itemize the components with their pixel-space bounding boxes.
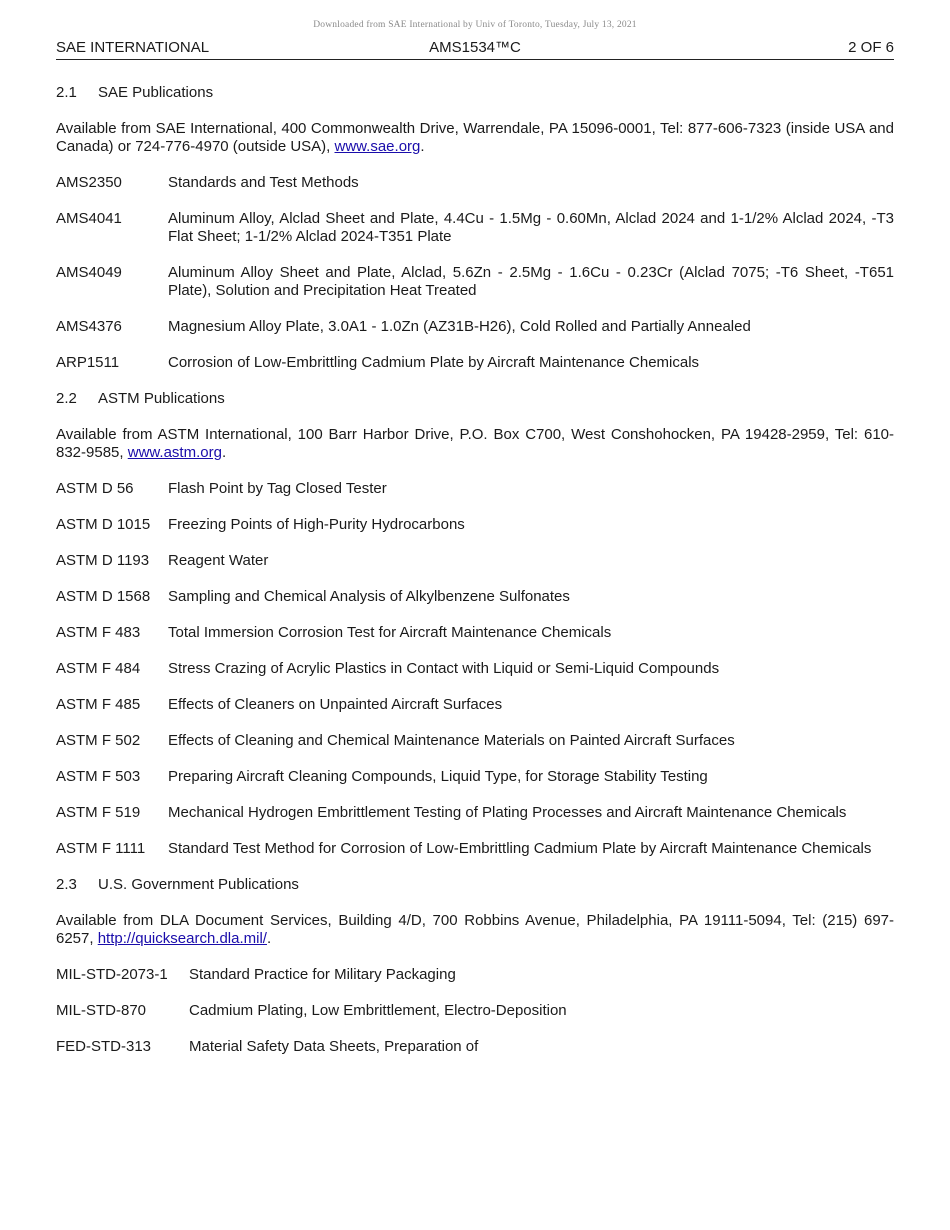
reference-code: ASTM F 484 <box>56 660 141 677</box>
reference-item <box>56 732 894 750</box>
reference-title: Stress Crazing of Acrylic Plastics in Contact with Liquid or Semi-Liquid Compounds <box>168 660 720 677</box>
reference-code: ASTM F 1111 <box>56 840 146 857</box>
reference-title: Sampling and Chemical Analysis of Alkylbenzene Sulfonates <box>168 588 570 605</box>
availability-text: Available from SAE International, 400 Commonwealth Drive, Warrendale, PA 15096-0001, Tel: 877-606-7323 (inside USA and Canada) or 724-776-4970 (outside USA), <box>56 120 894 155</box>
section-number: 2.1 <box>56 84 77 101</box>
availability-text: Available from ASTM International, 100 Barr Harbor Drive, P.O. Box C700, West Conshohocken, PA 19428-2959, Tel: 610-832-9585, <box>56 426 894 461</box>
reference-item <box>56 1038 894 1056</box>
reference-title: Total Immersion Corrosion Test for Aircraft Maintenance Chemicals <box>168 624 612 641</box>
reference-item <box>56 264 894 300</box>
reference-title: Preparing Aircraft Cleaning Compounds, Liquid Type, for Storage Stability Testing <box>168 768 708 785</box>
reference-title: Mechanical Hydrogen Embrittlement Testing of Plating Processes and Aircraft Maintenance Chemicals <box>168 804 847 821</box>
section-title: ASTM Publications <box>98 390 225 407</box>
reference-title: Standard Test Method for Corrosion of Low-Embrittling Cadmium Plate by Aircraft Maintenance Chemicals <box>168 840 872 857</box>
reference-code: ASTM F 503 <box>56 768 141 785</box>
reference-item <box>56 660 894 678</box>
reference-title: Standards and Test Methods <box>168 174 359 191</box>
section-number: 2.2 <box>56 390 77 407</box>
page-header <box>56 39 894 60</box>
reference-item <box>56 840 894 858</box>
reference-title: Corrosion of Low-Embrittling Cadmium Plate by Aircraft Maintenance Chemicals <box>168 354 700 371</box>
document-body <box>56 84 894 1074</box>
astm-availability-paragraph: Available from ASTM International, 100 Barr Harbor Drive, P.O. Box C700, West Conshohocken, PA 19428-2959, Tel: 610-832-9585, www.astm.org. <box>56 426 894 461</box>
section-title: SAE Publications <box>98 84 214 101</box>
reference-item <box>56 768 894 786</box>
reference-item <box>56 210 894 246</box>
section-heading-government <box>56 876 894 894</box>
download-watermark: Downloaded from SAE International by Univ of Toronto, Tuesday, July 13, 2021 <box>313 20 637 30</box>
reference-code: ASTM D 1568 <box>56 588 151 605</box>
header-page-number: 2 OF 6 <box>848 39 894 56</box>
sae-availability-paragraph: Available from SAE International, 400 Commonwealth Drive, Warrendale, PA 15096-0001, Tel: 877-606-7323 (inside USA and Canada) or 724-776-4970 (outside USA), www.sae.org. <box>56 120 894 155</box>
reference-code: MIL-STD-2073-1 <box>56 966 168 983</box>
reference-item <box>56 174 894 192</box>
reference-item <box>56 318 894 336</box>
reference-title: Effects of Cleaners on Unpainted Aircraft Surfaces <box>168 696 503 713</box>
reference-item <box>56 516 894 534</box>
reference-title: Aluminum Alloy Sheet and Plate, Alclad, 5.6Zn - 2.5Mg - 1.6Cu - 0.23Cr (Alclad 7075; -T6 Sheet, -T651 Plate), Solution and Precipitation Heat Treated <box>168 264 894 299</box>
reference-title: Aluminum Alloy, Alclad Sheet and Plate, 4.4Cu - 1.5Mg - 0.60Mn, Alclad 2024 and 1-1/2% Alclad 2024, -T3 Flat Sheet; 1-1/2% Alclad 2024-T351 Plate <box>168 210 894 245</box>
reference-code: ASTM F 485 <box>56 696 141 713</box>
astm-website-link[interactable]: www.astm.org <box>127 444 222 461</box>
reference-item <box>56 552 894 570</box>
reference-code: ASTM D 1193 <box>56 552 150 569</box>
header-publisher: SAE INTERNATIONAL <box>56 39 210 56</box>
section-heading-sae <box>56 84 894 102</box>
reference-item <box>56 804 894 822</box>
reference-item <box>56 1002 894 1020</box>
section-number: 2.3 <box>56 876 77 893</box>
section-heading-astm <box>56 390 894 408</box>
reference-item <box>56 966 894 984</box>
reference-code: AMS2350 <box>56 174 122 191</box>
reference-code: MIL-STD-870 <box>56 1002 147 1019</box>
reference-title: Effects of Cleaning and Chemical Maintenance Materials on Painted Aircraft Surfaces <box>168 732 735 749</box>
availability-text: Available from DLA Document Services, Building 4/D, 700 Robbins Avenue, Philadelphia, PA 19111-5094, Tel: (215) 697-6257, <box>56 912 894 947</box>
reference-title: Standard Practice for Military Packaging <box>189 966 456 983</box>
reference-code: AMS4049 <box>56 264 122 281</box>
reference-code: FED-STD-313 <box>56 1038 152 1055</box>
reference-code: ASTM D 1015 <box>56 516 151 533</box>
reference-title: Magnesium Alloy Plate, 3.0A1 - 1.0Zn (AZ31B-H26), Cold Rolled and Partially Annealed <box>168 318 751 335</box>
reference-code: ASTM D 56 <box>56 480 134 497</box>
dla-quicksearch-link[interactable]: http://quicksearch.dla.mil/ <box>97 930 267 947</box>
reference-code: ASTM F 519 <box>56 804 141 821</box>
reference-item <box>56 354 894 372</box>
reference-item <box>56 588 894 606</box>
reference-item <box>56 696 894 714</box>
reference-code: ASTM F 502 <box>56 732 141 749</box>
reference-code: ARP1511 <box>56 354 120 371</box>
reference-title: Reagent Water <box>168 552 269 569</box>
reference-item <box>56 624 894 642</box>
header-document-id: AMS1534™C <box>429 39 521 56</box>
government-availability-paragraph: Available from DLA Document Services, Building 4/D, 700 Robbins Avenue, Philadelphia, PA 19111-5094, Tel: (215) 697-6257, http://quicksearch.dla.mil/. <box>56 912 894 947</box>
reference-item <box>56 480 894 498</box>
reference-title: Material Safety Data Sheets, Preparation of <box>189 1038 479 1055</box>
sae-website-link[interactable]: www.sae.org <box>334 138 421 155</box>
reference-code: ASTM F 483 <box>56 624 141 641</box>
reference-code: AMS4376 <box>56 318 122 335</box>
reference-title: Flash Point by Tag Closed Tester <box>168 480 387 497</box>
section-title: U.S. Government Publications <box>98 876 299 893</box>
reference-title: Cadmium Plating, Low Embrittlement, Electro-Deposition <box>189 1002 567 1019</box>
reference-title: Freezing Points of High-Purity Hydrocarbons <box>168 516 465 533</box>
reference-code: AMS4041 <box>56 210 122 227</box>
